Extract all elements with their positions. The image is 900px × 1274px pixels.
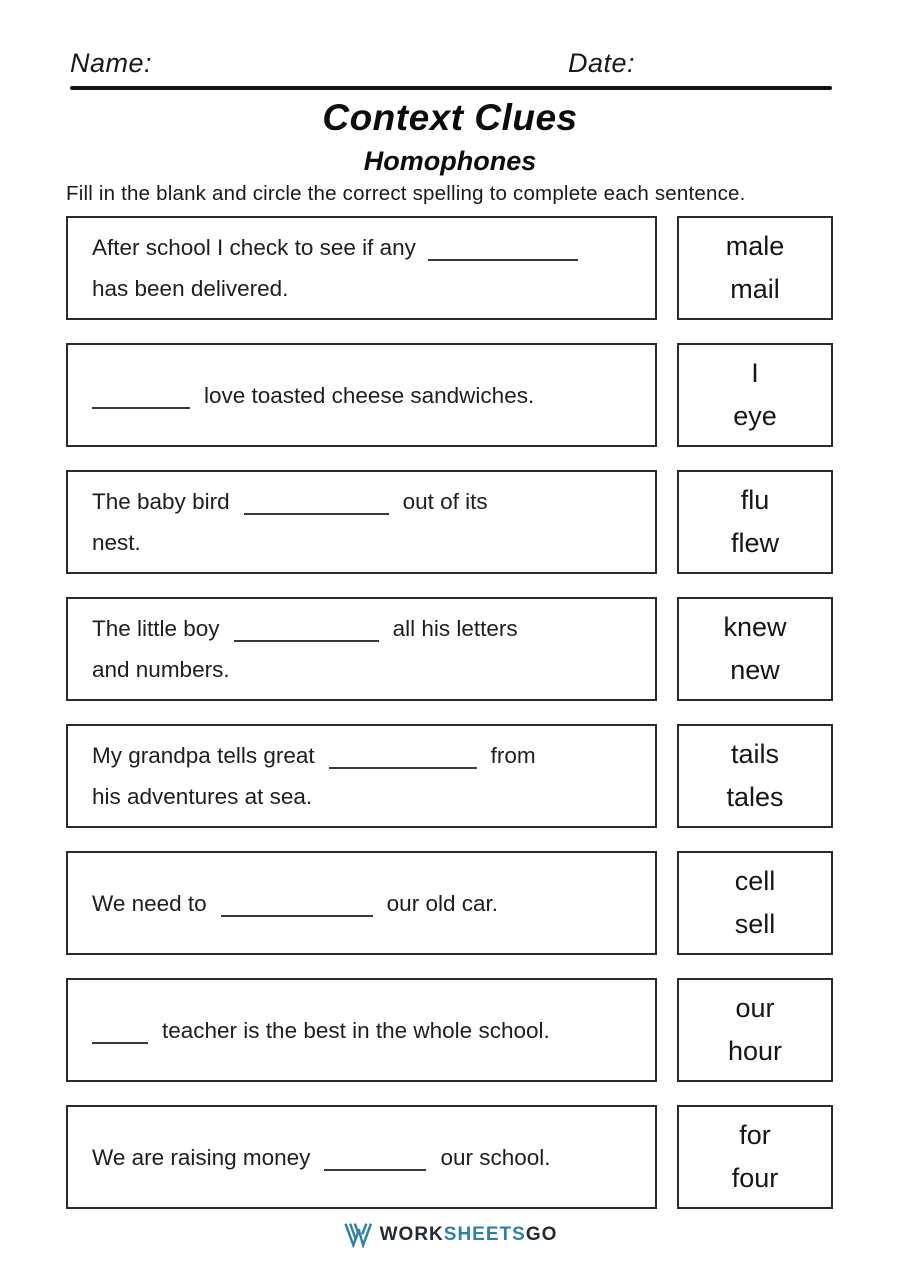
sentence-box [66,343,657,447]
sentence-box [66,470,657,574]
sentence-box [66,978,657,1082]
choice-word[interactable]: tales [726,782,784,812]
choice-box [677,343,833,447]
worksheet-row [66,597,834,701]
page-title: Context Clues [322,97,578,138]
sentence-text: The little boy [92,616,220,641]
sentence-box [66,597,657,701]
choice-box [677,724,833,828]
name-label: Name: [70,48,153,78]
choice-word[interactable]: for [739,1120,771,1150]
sentence-box [66,216,657,320]
sentence-text: our school. [440,1144,551,1170]
header-divider [70,86,832,90]
sentence-text: After school I check to see if any [92,235,416,260]
brand-part-work: WORK [379,1224,444,1245]
fill-blank[interactable] [92,407,190,409]
choice-box [677,470,833,574]
sentence-text: and numbers. [92,657,230,682]
fill-blank[interactable] [244,513,389,515]
choice-box [677,1105,833,1209]
choice-word[interactable]: knew [723,612,787,642]
sentence-box [66,724,657,828]
choice-word[interactable]: I [751,358,759,388]
sentence-text: teacher is the best in the whole school. [162,1017,550,1043]
choice-word[interactable]: flew [730,528,779,558]
sentence-text: his adventures at sea. [92,784,313,809]
choice-word[interactable]: male [725,231,785,261]
sentence-text: all his letters [392,616,518,641]
worksheet-row [66,1105,834,1209]
worksheet-row [66,851,834,955]
choice-word[interactable]: mail [730,274,780,304]
worksheet-row [66,724,834,828]
sentence-text: our old car. [386,890,498,916]
sentence-box [66,1105,657,1209]
fill-blank[interactable] [428,259,578,261]
date-label: Date: [568,48,636,78]
choice-word[interactable]: new [730,655,780,685]
fill-blank[interactable] [221,915,373,917]
fill-blank[interactable] [329,767,477,769]
sentence-text: love toasted cheese sandwiches. [204,382,535,408]
sentence-text: The baby bird [92,489,230,514]
worksheet-row [66,343,834,447]
choice-box [677,978,833,1082]
sentence-text: has been delivered. [92,276,289,301]
instruction-text: Fill in the blank and circle the correct spelling to complete each sentence. [66,182,746,205]
sentence-text: nest. [92,530,141,555]
fill-blank[interactable] [92,1042,148,1044]
worksheetsgo-w-logo-icon [343,1222,373,1248]
choice-word[interactable]: our [735,993,775,1023]
choice-word[interactable]: four [731,1163,779,1193]
sentence-text: We are raising money [92,1144,311,1170]
brand-part-sheets: SHEETS [443,1224,526,1245]
sentence-box [66,851,657,955]
choice-box [677,597,833,701]
brand-part-go: GO [525,1224,558,1245]
sentence-text: from [490,743,536,768]
choice-box [677,851,833,955]
choice-word[interactable]: sell [734,909,776,939]
fill-blank[interactable] [324,1169,426,1171]
worksheet-row [66,978,834,1082]
worksheet-row [66,216,834,320]
choice-word[interactable]: hour [727,1036,783,1066]
footer-brand [0,1222,900,1248]
fill-blank[interactable] [234,640,379,642]
page-subtitle: Homophones [363,146,537,176]
choice-word[interactable]: eye [733,401,777,431]
sentence-text: We need to [92,890,207,916]
choice-word[interactable]: flu [740,485,770,515]
worksheet-row [66,470,834,574]
brand-wordmark [380,1224,558,1246]
choice-word[interactable]: tails [730,739,779,769]
choice-box [677,216,833,320]
choice-word[interactable]: cell [734,866,776,896]
sentence-text: out of its [402,489,488,514]
sentence-text: My grandpa tells great [92,743,315,768]
worksheet-rows [66,216,834,1209]
